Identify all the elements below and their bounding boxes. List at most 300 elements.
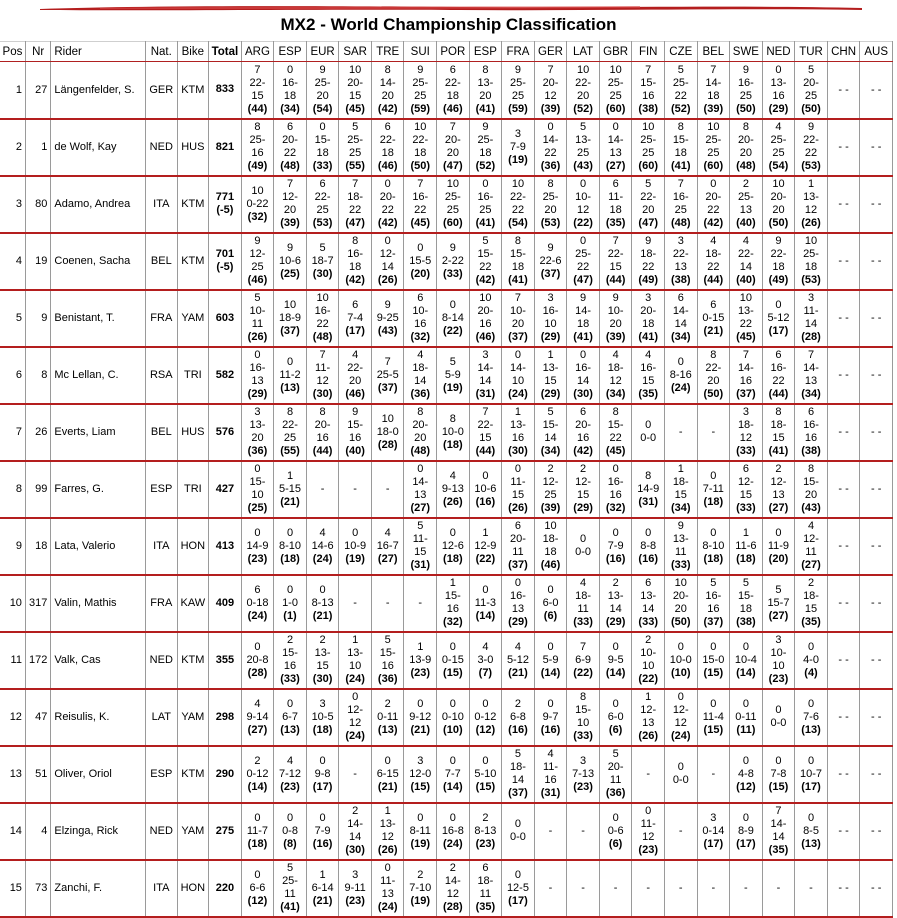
round-result-line: 4 [482, 640, 489, 653]
round-points-total: (29) [605, 616, 626, 628]
round-result-line: 6 [482, 862, 489, 874]
round-result-line: 18 [576, 318, 590, 330]
round-points-total: (21) [508, 666, 528, 679]
round-cell-cze [664, 119, 697, 176]
round-result-line: 22- [379, 134, 396, 146]
round-result-line: 16 [739, 375, 753, 387]
round-cell-fin [632, 860, 665, 917]
round-result-line: 7 [710, 63, 717, 76]
round-points-total: (36) [540, 160, 561, 172]
round-points-total: (19) [410, 837, 431, 850]
round-points-total: (35) [475, 901, 496, 913]
round-cell-ger [534, 689, 567, 746]
round-result-line: 0 [677, 355, 684, 368]
round-cell-gbr [599, 860, 632, 917]
round-result-line: 15- [347, 419, 364, 431]
round-result-line: 22- [249, 76, 266, 89]
round-points-total: (24) [443, 837, 463, 850]
round-cell-sui [404, 746, 437, 803]
round-points-total: (42) [377, 102, 398, 115]
round-cell-aus [860, 62, 893, 119]
round-cell-por [437, 461, 470, 518]
rider-name-cell: Coenen, Sacha [51, 233, 146, 290]
round-result-line: 18- [607, 362, 624, 374]
round-result-line: 0 [417, 697, 424, 710]
round-result-line: 0-22 [246, 197, 269, 210]
round-cell-bel [697, 689, 730, 746]
round-points-total: (18) [443, 552, 463, 565]
round-result-line: 6 [319, 178, 326, 190]
round-points-total: (41) [768, 445, 789, 457]
round-result-line: 0 [384, 178, 391, 190]
round-result-line: 10 [804, 235, 818, 247]
round-cell-fin [632, 62, 665, 119]
round-points-total: (23) [410, 666, 431, 679]
round-cell-arg [241, 176, 274, 233]
round-cell-sui [404, 290, 437, 347]
column-header-gbr: GBR [599, 42, 632, 62]
round-points-total: (16) [540, 723, 561, 736]
round-result-line: 5 [286, 862, 294, 874]
round-cell-bel [697, 803, 730, 860]
position-cell: 6 [0, 347, 25, 404]
round-result-line: 16 [544, 774, 557, 786]
round-points-total: (39) [280, 217, 300, 229]
round-result-line: 20 [544, 204, 557, 216]
total-points-cell [209, 119, 242, 176]
round-cell-ger [534, 404, 567, 461]
total-points-line: 821 [215, 140, 235, 153]
round-result-line: 16 [479, 318, 492, 330]
round-cell-aus [860, 119, 893, 176]
round-result-line: 9-5 [607, 653, 624, 666]
round-result-line: 8 [482, 63, 489, 76]
round-no-result: - [711, 426, 716, 438]
round-result-line: 18- [412, 362, 429, 374]
round-cell-lat [567, 746, 600, 803]
number-cell: 1 [25, 119, 50, 176]
round-result-line: 10-0 [441, 425, 464, 438]
round-result-line: 22 [316, 318, 329, 330]
round-cell-aus [860, 575, 893, 632]
round-result-line: 16 [316, 432, 329, 444]
position-cell: 2 [0, 119, 25, 176]
round-result-line: 13- [379, 818, 396, 830]
round-points-total: (26) [377, 844, 398, 856]
round-points-total: (37) [736, 388, 756, 400]
round-cell-lat [567, 689, 600, 746]
round-points-total: (27) [768, 609, 789, 622]
round-cell-esp [469, 803, 502, 860]
round-result-line: 25- [249, 134, 266, 146]
round-result-line: 10 [511, 375, 525, 387]
round-result-line: 12 [544, 89, 557, 102]
round-points-total: (55) [280, 445, 300, 457]
round-result-line: 11 [577, 603, 589, 615]
number-cell: 4 [25, 803, 50, 860]
total-points-line: 576 [215, 425, 235, 438]
round-cell-esp [274, 518, 307, 575]
round-result-line: 16 [804, 432, 818, 444]
round-result-line: 25- [314, 76, 331, 89]
round-result-line: 14- [575, 305, 592, 317]
round-points-total: (26) [638, 730, 658, 742]
round-result-line: 0 [775, 526, 782, 539]
round-points-total: (38) [736, 616, 756, 628]
round-result-line: 2 [319, 634, 326, 646]
round-result-line: 10 [349, 63, 362, 76]
position-cell: 8 [0, 461, 25, 518]
round-result-line: 2 [352, 805, 359, 817]
round-cell-gbr [599, 62, 632, 119]
round-result-line: 22- [282, 419, 298, 431]
round-points-total: (18) [280, 552, 300, 565]
round-cell-fin [632, 461, 665, 518]
round-result-line: 20 [707, 375, 720, 387]
round-cell-fra [502, 233, 535, 290]
round-points-total: (54) [312, 102, 333, 115]
round-result-line: 1 [319, 868, 326, 881]
round-points-total: (43) [573, 160, 593, 172]
round-result-line: 7-12 [279, 767, 302, 780]
total-points-line: 290 [215, 767, 235, 780]
round-result-line: 0 [612, 463, 619, 475]
round-result-line: 0 [710, 526, 717, 539]
round-result-line: 4 [286, 754, 294, 767]
round-result-line: 5 [612, 748, 619, 760]
round-cell-bel [697, 233, 730, 290]
round-cell-esp [469, 404, 502, 461]
round-result-line: 18 [446, 89, 459, 102]
round-result-line: 3 [514, 127, 522, 140]
round-result-line: 13- [510, 419, 526, 431]
round-cell-ger [534, 233, 567, 290]
round-result-line: 6 [254, 583, 261, 596]
round-result-line: 9-8 [314, 767, 331, 780]
round-points-total: (14) [540, 666, 561, 679]
round-cell-swe [730, 746, 763, 803]
round-result-line: 20- [347, 76, 364, 89]
round-points-total: (33) [573, 616, 593, 628]
round-result-line: 10 [251, 489, 264, 501]
round-points-total: (41) [670, 160, 691, 172]
round-points-total: (26) [801, 217, 821, 229]
round-result-line: 12- [282, 191, 298, 203]
round-result-line: 0 [710, 697, 717, 710]
number-cell: 99 [25, 461, 50, 518]
round-result-line: 25- [607, 76, 624, 89]
round-result-line: 20- [542, 76, 559, 89]
round-points-total: (34) [280, 102, 300, 115]
round-points-total: (17) [801, 780, 821, 793]
bike-cell: KAW [177, 575, 209, 632]
round-points-total: (36) [247, 445, 268, 457]
round-result-line: 22 [544, 147, 557, 159]
round-points-total: (13) [377, 723, 398, 736]
round-cell-swe [730, 518, 763, 575]
round-result-line: 25- [444, 191, 461, 203]
total-points-line: 409 [215, 596, 235, 609]
round-result-line: 10- [770, 647, 787, 659]
round-result-line: 3 [710, 811, 717, 824]
round-result-line: 6 [775, 349, 782, 361]
table-row [0, 347, 893, 404]
round-result-line: 16 [349, 432, 362, 444]
round-points-total: (28) [247, 666, 268, 679]
round-result-line: 8 [286, 406, 294, 418]
position-cell: 10 [0, 575, 25, 632]
round-cell-bel [697, 290, 730, 347]
round-cell-aus [860, 860, 893, 917]
column-header-nr: Nr [25, 42, 50, 62]
round-result-line: 11-9 [767, 539, 790, 552]
round-points-total: (49) [638, 274, 658, 286]
round-cell-arg [241, 803, 274, 860]
round-result-line: 9 [580, 292, 587, 304]
number-cell: 73 [25, 860, 50, 917]
round-result-line: 9 [319, 63, 326, 76]
round-points-total: (28) [443, 901, 463, 913]
round-result-line: 11 [675, 546, 687, 558]
round-cell-esp [469, 347, 502, 404]
round-no-result: - - [838, 711, 849, 723]
column-header-fin: FIN [632, 42, 665, 62]
round-points-total: (13) [280, 381, 300, 394]
round-points-total: (44) [605, 274, 626, 286]
round-points-total: (1) [283, 609, 297, 622]
round-no-result: - [776, 882, 781, 894]
round-no-result: - [744, 882, 748, 894]
round-cell-eur [306, 518, 339, 575]
rider-name-cell: Längenfelder, S. [51, 62, 146, 119]
round-points-total: (33) [280, 673, 300, 685]
round-result-line: 0 [319, 811, 326, 824]
round-result-line: 10- [607, 305, 624, 317]
round-result-line: 18- [347, 191, 364, 203]
round-result-line: 3 [547, 292, 554, 304]
round-result-line: 25 [446, 204, 459, 216]
table-body [0, 62, 893, 917]
round-result-line: 4-8 [737, 767, 754, 780]
total-points-line: 771 [215, 191, 235, 203]
round-cell-por [437, 404, 470, 461]
round-cell-bel [697, 176, 730, 233]
round-cell-esp [274, 746, 307, 803]
round-points-total: (27) [377, 552, 398, 565]
round-cell-aus [860, 632, 893, 689]
round-result-line: 5 [710, 577, 717, 589]
round-cell-aus [860, 290, 893, 347]
round-result-line: 20 [609, 318, 622, 330]
round-points-total: (31) [410, 559, 431, 571]
round-cell-fra [502, 461, 535, 518]
round-result-line: 12- [347, 704, 364, 716]
round-cell-cze [664, 233, 697, 290]
round-result-line: 5 [384, 634, 391, 646]
round-result-line: 11- [380, 875, 396, 887]
round-result-line: 7 [352, 178, 359, 190]
round-result-line: 14- [672, 305, 689, 317]
round-cell-esp [469, 575, 502, 632]
round-result-line: 25 [349, 147, 362, 159]
round-points-total: (15) [410, 780, 431, 793]
round-cell-lat [567, 62, 600, 119]
round-points-total: (31) [638, 495, 658, 508]
round-no-result: - - [838, 255, 849, 267]
round-result-line: 22 [804, 147, 818, 159]
round-result-line: 4 [645, 349, 652, 361]
round-result-line: 3 [677, 235, 684, 247]
round-result-line: 0 [775, 754, 782, 767]
position-cell: 1 [0, 62, 25, 119]
round-result-line: 22- [575, 76, 592, 89]
round-no-result: - [385, 597, 390, 609]
round-result-line: 20 [414, 432, 427, 444]
round-result-line: 0 [645, 526, 652, 539]
round-cell-esp [274, 290, 307, 347]
round-no-result: - [711, 882, 716, 894]
round-points-total: (33) [638, 616, 658, 628]
round-cell-sar [339, 746, 372, 803]
nation-cell: GER [146, 62, 178, 119]
round-result-line: 13- [314, 647, 331, 659]
round-points-total: (33) [573, 730, 593, 742]
round-result-line: 12- [640, 704, 657, 716]
round-cell-sar [339, 347, 372, 404]
round-points-total: (47) [638, 217, 658, 229]
round-no-result: - - [838, 198, 849, 210]
round-result-line: 10 [772, 660, 785, 672]
round-result-line: 12 [576, 204, 590, 216]
nation-cell: BEL [146, 233, 178, 290]
round-result-line: 16 [511, 432, 525, 444]
round-result-line: 5 [514, 748, 522, 760]
round-cell-ned [762, 461, 795, 518]
round-no-result: - - [838, 141, 849, 153]
round-cell-sar [339, 803, 372, 860]
round-points-total: (30) [573, 388, 593, 400]
round-result-line: 0 [254, 526, 261, 539]
round-cell-arg [241, 575, 274, 632]
round-result-line: 0 [807, 754, 815, 767]
round-result-line: 18 [609, 204, 622, 216]
round-points-total: (19) [410, 894, 431, 907]
round-points-total: (41) [573, 331, 593, 343]
round-result-line: 11 [284, 888, 296, 900]
round-result-line: 20 [739, 147, 753, 159]
round-result-line: 0-11 [377, 710, 399, 723]
round-result-line: 22- [803, 134, 819, 146]
round-result-line: 16 [772, 89, 785, 102]
round-cell-tre [371, 746, 404, 803]
round-result-line: 25- [347, 134, 364, 146]
round-points-total: (24) [312, 552, 333, 565]
round-result-line: 4 [384, 526, 391, 539]
round-result-line: 0 [449, 526, 456, 539]
nation-cell: NED [146, 632, 178, 689]
round-result-line: 0 [775, 298, 782, 311]
round-no-result: - - [838, 654, 849, 666]
round-cell-ned [762, 518, 795, 575]
round-result-line: 10-4 [734, 653, 757, 666]
round-result-line: 0 [286, 355, 294, 368]
round-no-result: - - [870, 540, 882, 552]
round-result-line: 13- [542, 362, 559, 374]
round-result-line: 13- [347, 647, 364, 659]
round-points-total: (42) [703, 217, 724, 229]
round-result-line: 18 [511, 261, 525, 273]
round-result-line: 16- [770, 362, 787, 374]
bike-cell: YAM [177, 689, 209, 746]
round-cell-tre [371, 119, 404, 176]
column-header-fra: FRA [502, 42, 535, 62]
round-result-line: 0 [807, 697, 815, 710]
round-cell-gbr [599, 632, 632, 689]
round-cell-arg [241, 404, 274, 461]
round-points-total: (37) [703, 616, 724, 628]
round-cell-lat [567, 803, 600, 860]
round-result-line: 2 [775, 463, 782, 475]
position-cell: 12 [0, 689, 25, 746]
round-result-line: 13- [640, 590, 657, 602]
round-result-line: 12- [672, 704, 689, 716]
round-points-total: (34) [605, 388, 626, 400]
round-points-total: (43) [377, 324, 398, 337]
round-points-total: (37) [280, 324, 300, 337]
round-result-line: 1 [449, 577, 456, 589]
round-result-line: 6 [677, 292, 684, 304]
round-result-line: 20- [314, 419, 331, 431]
round-cell-fra [502, 575, 535, 632]
round-points-total: (48) [736, 160, 756, 172]
round-cell-fra [502, 62, 535, 119]
round-cell-cze [664, 290, 697, 347]
round-result-line: 0 [482, 469, 489, 482]
round-result-line: 18- [510, 761, 526, 773]
round-cell-sar [339, 62, 372, 119]
rider-name-cell: de Wolf, Kay [51, 119, 146, 176]
round-no-result: - - [870, 654, 882, 666]
round-result-line: 18- [542, 533, 559, 545]
round-points-total: (45) [736, 331, 756, 343]
round-points-total: (29) [768, 102, 789, 115]
round-points-total: (18) [312, 723, 333, 736]
round-result-line: 8 [710, 349, 717, 361]
round-result-line: 9 [807, 121, 815, 133]
position-cell: 9 [0, 518, 25, 575]
round-cell-ned [762, 575, 795, 632]
round-result-line: 20 [674, 603, 687, 615]
round-points-total: (17) [703, 837, 724, 850]
round-result-line: 20- [705, 191, 722, 203]
round-points-total: (23) [247, 552, 268, 565]
round-result-line: 8 [775, 406, 782, 418]
round-result-line: 12 [381, 831, 394, 843]
table-row [0, 803, 893, 860]
round-result-line: 10 [446, 178, 459, 190]
round-points-total: (53) [801, 160, 821, 172]
round-result-line: 11- [510, 476, 526, 488]
round-cell-tur [795, 404, 828, 461]
round-result-line: 22- [672, 248, 689, 260]
round-result-line: 16- [510, 590, 526, 602]
round-result-line: 11-4 [702, 710, 724, 723]
round-result-line: 25 [576, 147, 590, 159]
round-cell-sui [404, 176, 437, 233]
round-result-line: 10 [479, 292, 492, 304]
round-points-total: (30) [508, 445, 528, 457]
round-points-total: (48) [280, 160, 300, 172]
